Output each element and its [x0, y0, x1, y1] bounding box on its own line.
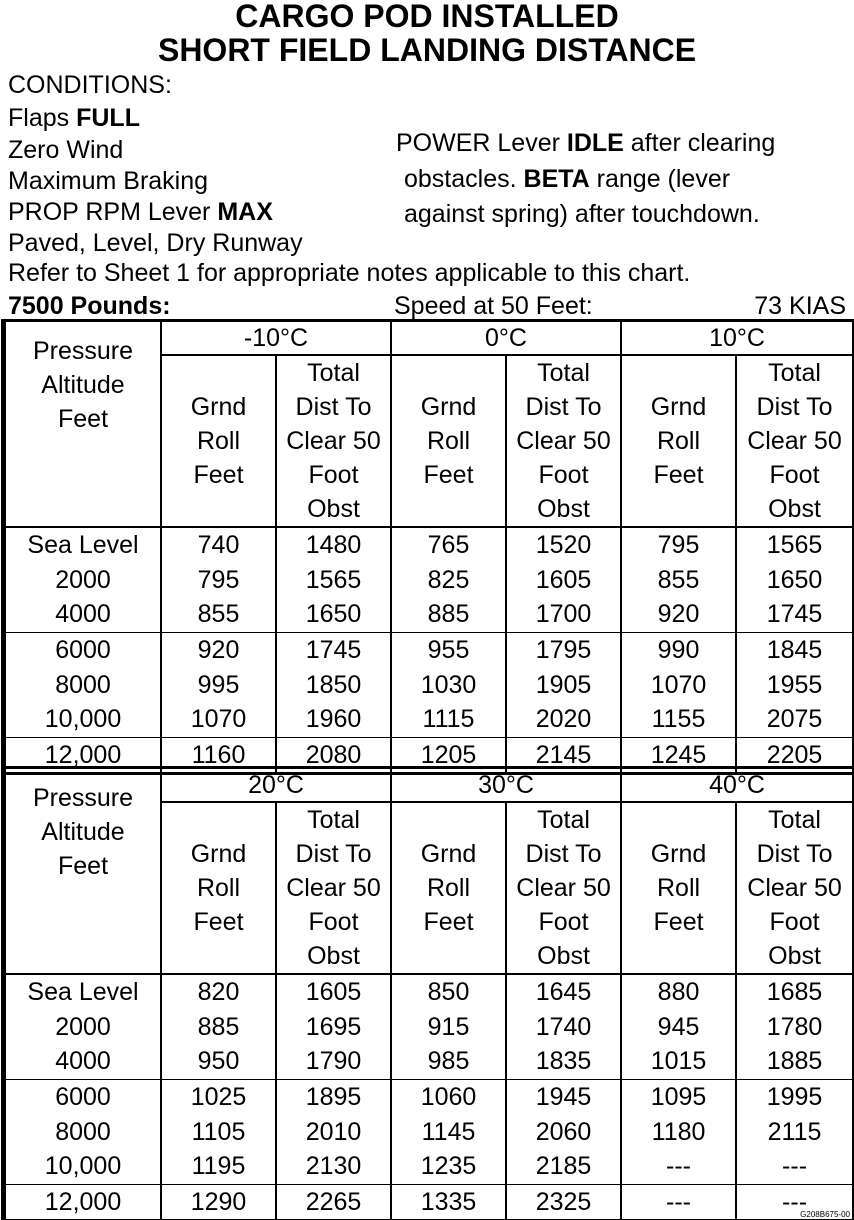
altitude-cell: 10,000 [5, 702, 161, 737]
grnd-roll-cell: 920 [161, 632, 276, 667]
table-row [5, 702, 853, 737]
condition-wind: Zero Wind [8, 136, 124, 164]
grnd-roll-cell: 825 [391, 563, 506, 598]
grnd-roll-cell: --- [621, 1149, 736, 1184]
temperature-header: 20°C [161, 769, 391, 802]
total-distance-label: Dist To [525, 840, 602, 868]
pressure-altitude-label: Altitude [41, 818, 125, 846]
table-row [5, 632, 853, 667]
grnd-roll-label: Feet [193, 908, 244, 936]
pressure-altitude-header [5, 322, 161, 527]
total-distance-header [276, 802, 391, 974]
total-distance-cell: 1695 [276, 1010, 391, 1045]
pressure-altitude-label: Feet [57, 405, 109, 433]
grnd-roll-cell: 920 [621, 597, 736, 632]
grnd-roll-cell: 795 [621, 527, 736, 563]
pressure-altitude-label: Altitude [41, 371, 125, 399]
table-row [5, 1114, 853, 1149]
altitude-cell: 12,000 [5, 737, 161, 772]
grnd-roll-cell: 1105 [161, 1114, 276, 1149]
grnd-roll-cell: 1070 [621, 667, 736, 702]
prop-value: MAX [217, 198, 273, 226]
total-distance-cell: 2080 [276, 737, 391, 772]
grnd-roll-cell: 1070 [161, 702, 276, 737]
power-text-c: after clearing [623, 129, 776, 157]
temperature-header: 0°C [391, 322, 621, 355]
total-distance-cell: 1905 [506, 667, 621, 702]
total-distance-label: Obst [768, 942, 821, 970]
total-distance-cell: 1480 [276, 527, 391, 563]
altitude-cell: 2000 [5, 563, 161, 598]
grnd-roll-label: Feet [423, 461, 474, 489]
temperature-header: 10°C [621, 322, 853, 355]
total-distance-label: Dist To [295, 393, 372, 421]
total-distance-label: Foot [538, 461, 589, 489]
grnd-roll-label: Roll [426, 874, 471, 902]
grnd-roll-label: Grnd [190, 840, 247, 868]
condition-prop [8, 197, 273, 227]
landing-distance-table-cold [4, 322, 854, 772]
total-distance-cell: 1835 [506, 1044, 621, 1079]
total-distance-cell: 1960 [276, 702, 391, 737]
total-distance-cell: 1780 [736, 1010, 853, 1045]
altitude-cell: 4000 [5, 1044, 161, 1079]
grnd-roll-label: Roll [656, 427, 701, 455]
total-distance-cell: 1845 [736, 632, 853, 667]
total-distance-cell: 1565 [736, 527, 853, 563]
total-distance-cell: 1745 [736, 597, 853, 632]
grnd-roll-header [621, 355, 736, 527]
total-distance-label: Obst [768, 495, 821, 523]
grnd-roll-cell: 855 [161, 597, 276, 632]
total-distance-label: Total [537, 806, 590, 834]
temperature-header: 30°C [391, 769, 621, 802]
total-distance-label: Obst [307, 495, 360, 523]
power-idle: IDLE [566, 129, 624, 157]
condition-flaps [8, 103, 140, 133]
total-distance-label: Total [768, 359, 821, 387]
grnd-roll-cell: 1205 [391, 737, 506, 772]
total-distance-label: Dist To [295, 840, 372, 868]
total-distance-cell: --- [736, 1184, 853, 1219]
prop-label: PROP RPM Lever [8, 198, 218, 226]
table-row [5, 1184, 853, 1219]
total-distance-cell: 1650 [736, 563, 853, 598]
pressure-altitude-header [5, 769, 161, 974]
pressure-altitude-label: Feet [57, 852, 109, 880]
altitude-cell: 4000 [5, 597, 161, 632]
total-distance-cell: 1520 [506, 527, 621, 563]
grnd-roll-cell: 1025 [161, 1079, 276, 1114]
total-distance-cell: 2060 [506, 1114, 621, 1149]
grnd-roll-cell: 795 [161, 563, 276, 598]
total-distance-cell: 1955 [736, 667, 853, 702]
table-row [5, 1010, 853, 1045]
grnd-roll-header [621, 802, 736, 974]
total-distance-label: Total [307, 806, 360, 834]
grnd-roll-label: Grnd [420, 840, 477, 868]
total-distance-label: Clear 50 [747, 874, 842, 902]
grnd-roll-cell: 1060 [391, 1079, 506, 1114]
total-distance-label: Foot [538, 908, 589, 936]
pressure-altitude-label: Pressure [32, 784, 134, 812]
total-distance-cell: 1795 [506, 632, 621, 667]
grnd-roll-cell: 1195 [161, 1149, 276, 1184]
total-distance-label: Obst [537, 495, 590, 523]
weight-label: 7500 Pounds: [8, 292, 171, 320]
conditions-heading: CONDITIONS: [8, 71, 172, 99]
total-distance-cell: 2145 [506, 737, 621, 772]
grnd-roll-label: Feet [193, 461, 244, 489]
grnd-roll-cell: 885 [161, 1010, 276, 1045]
altitude-cell: 2000 [5, 1010, 161, 1045]
grnd-roll-cell: 1335 [391, 1184, 506, 1219]
table-row [5, 1079, 853, 1114]
total-distance-label: Dist To [756, 840, 833, 868]
total-distance-label: Foot [308, 908, 359, 936]
grnd-roll-label: Grnd [650, 393, 707, 421]
total-distance-label: Clear 50 [286, 874, 381, 902]
grnd-roll-cell: 1155 [621, 702, 736, 737]
grnd-roll-cell: 950 [161, 1044, 276, 1079]
table-row [5, 1044, 853, 1079]
altitude-cell: 10,000 [5, 1149, 161, 1184]
grnd-roll-cell: 915 [391, 1010, 506, 1045]
table-row [5, 1149, 853, 1184]
altitude-cell: 12,000 [5, 1184, 161, 1219]
grnd-roll-cell: 1245 [621, 737, 736, 772]
flaps-value: FULL [76, 104, 140, 132]
altitude-cell: 6000 [5, 1079, 161, 1114]
table-row [5, 974, 853, 1010]
grnd-roll-cell: 765 [391, 527, 506, 563]
total-distance-cell: --- [736, 1149, 853, 1184]
power-line-3: against spring) after touchdown. [404, 200, 760, 228]
speed-label: Speed at 50 Feet: [394, 292, 593, 320]
total-distance-header [736, 355, 853, 527]
grnd-roll-cell: 1145 [391, 1114, 506, 1149]
total-distance-label: Foot [769, 908, 820, 936]
total-distance-cell: 1605 [506, 563, 621, 598]
power-line-1 [396, 128, 775, 158]
grnd-roll-cell: 990 [621, 632, 736, 667]
altitude-cell: 8000 [5, 1114, 161, 1149]
power-obstacles: obstacles. [404, 165, 524, 193]
total-distance-cell: 1995 [736, 1079, 853, 1114]
grnd-roll-cell: 985 [391, 1044, 506, 1079]
pressure-altitude-label: Pressure [32, 337, 134, 365]
altitude-cell: Sea Level [5, 974, 161, 1010]
total-distance-cell: 2130 [276, 1149, 391, 1184]
landing-distance-table-warm [4, 769, 854, 1219]
total-distance-cell: 2265 [276, 1184, 391, 1219]
temperature-header: -10°C [161, 322, 391, 355]
total-distance-cell: 2075 [736, 702, 853, 737]
grnd-roll-label: Grnd [190, 393, 247, 421]
title-line-1: CARGO POD INSTALLED [235, 0, 619, 34]
total-distance-cell: 1850 [276, 667, 391, 702]
total-distance-cell: 1565 [276, 563, 391, 598]
power-text-a: POWER Lever [396, 129, 567, 157]
grnd-roll-label: Roll [656, 874, 701, 902]
grnd-roll-label: Grnd [650, 840, 707, 868]
grnd-roll-cell: 945 [621, 1010, 736, 1045]
total-distance-label: Obst [307, 942, 360, 970]
grnd-roll-cell: 1180 [621, 1114, 736, 1149]
total-distance-label: Clear 50 [516, 427, 611, 455]
total-distance-cell: 2115 [736, 1114, 853, 1149]
grnd-roll-label: Feet [653, 908, 704, 936]
total-distance-label: Clear 50 [286, 427, 381, 455]
grnd-roll-label: Roll [426, 427, 471, 455]
grnd-roll-header [391, 802, 506, 974]
power-line-2 [404, 164, 730, 194]
total-distance-cell: 1895 [276, 1079, 391, 1114]
grnd-roll-label: Feet [653, 461, 704, 489]
total-distance-label: Total [537, 359, 590, 387]
grnd-roll-cell: 1015 [621, 1044, 736, 1079]
grnd-roll-cell: 995 [161, 667, 276, 702]
table-row [5, 527, 853, 563]
table-row [5, 737, 853, 772]
power-beta: BETA [523, 165, 590, 193]
total-distance-label: Clear 50 [516, 874, 611, 902]
total-distance-label: Total [307, 359, 360, 387]
total-distance-cell: 2020 [506, 702, 621, 737]
grnd-roll-cell: 1115 [391, 702, 506, 737]
temperature-header: 40°C [621, 769, 853, 802]
grnd-roll-header [161, 355, 276, 527]
grnd-roll-cell: 1095 [621, 1079, 736, 1114]
grnd-roll-cell: 855 [621, 563, 736, 598]
total-distance-cell: 2325 [506, 1184, 621, 1219]
grnd-roll-cell: 955 [391, 632, 506, 667]
figure-code: G208B675-00 [800, 1210, 850, 1219]
altitude-cell: 6000 [5, 632, 161, 667]
total-distance-cell: 1740 [506, 1010, 621, 1045]
total-distance-cell: 1685 [736, 974, 853, 1010]
total-distance-label: Dist To [525, 393, 602, 421]
power-range: range (lever [589, 165, 731, 193]
total-distance-cell: 1885 [736, 1044, 853, 1079]
total-distance-label: Clear 50 [747, 427, 842, 455]
grnd-roll-header [161, 802, 276, 974]
grnd-roll-label: Roll [196, 874, 241, 902]
grnd-roll-cell: --- [621, 1184, 736, 1219]
total-distance-cell: 1945 [506, 1079, 621, 1114]
total-distance-header [276, 355, 391, 527]
total-distance-label: Foot [308, 461, 359, 489]
sheet-note: Refer to Sheet 1 for appropriate notes applicable to this chart. [8, 259, 691, 287]
total-distance-label: Dist To [756, 393, 833, 421]
grnd-roll-label: Feet [423, 908, 474, 936]
altitude-cell: Sea Level [5, 527, 161, 563]
grnd-roll-cell: 880 [621, 974, 736, 1010]
speed-value: 73 KIAS [754, 292, 846, 320]
altitude-cell: 8000 [5, 667, 161, 702]
grnd-roll-cell: 1290 [161, 1184, 276, 1219]
grnd-roll-cell: 820 [161, 974, 276, 1010]
total-distance-header [506, 355, 621, 527]
table-row [5, 667, 853, 702]
total-distance-cell: 2185 [506, 1149, 621, 1184]
table-row [5, 563, 853, 598]
total-distance-cell: 1650 [276, 597, 391, 632]
flaps-label: Flaps [8, 104, 77, 132]
total-distance-label: Obst [537, 942, 590, 970]
total-distance-header [506, 802, 621, 974]
grnd-roll-cell: 1030 [391, 667, 506, 702]
condition-runway: Paved, Level, Dry Runway [8, 229, 303, 257]
grnd-roll-cell: 850 [391, 974, 506, 1010]
total-distance-label: Total [768, 806, 821, 834]
grnd-roll-cell: 740 [161, 527, 276, 563]
total-distance-cell: 1745 [276, 632, 391, 667]
total-distance-cell: 1645 [506, 974, 621, 1010]
total-distance-cell: 2010 [276, 1114, 391, 1149]
title-line-2: SHORT FIELD LANDING DISTANCE [157, 32, 697, 68]
grnd-roll-cell: 1235 [391, 1149, 506, 1184]
total-distance-label: Foot [769, 461, 820, 489]
total-distance-cell: 1605 [276, 974, 391, 1010]
grnd-roll-label: Roll [196, 427, 241, 455]
grnd-roll-cell: 885 [391, 597, 506, 632]
grnd-roll-cell: 1160 [161, 737, 276, 772]
table-row [5, 597, 853, 632]
total-distance-cell: 1700 [506, 597, 621, 632]
total-distance-header [736, 802, 853, 974]
total-distance-cell: 2205 [736, 737, 853, 772]
grnd-roll-header [391, 355, 506, 527]
total-distance-cell: 1790 [276, 1044, 391, 1079]
grnd-roll-label: Grnd [420, 393, 477, 421]
condition-braking: Maximum Braking [8, 167, 209, 195]
